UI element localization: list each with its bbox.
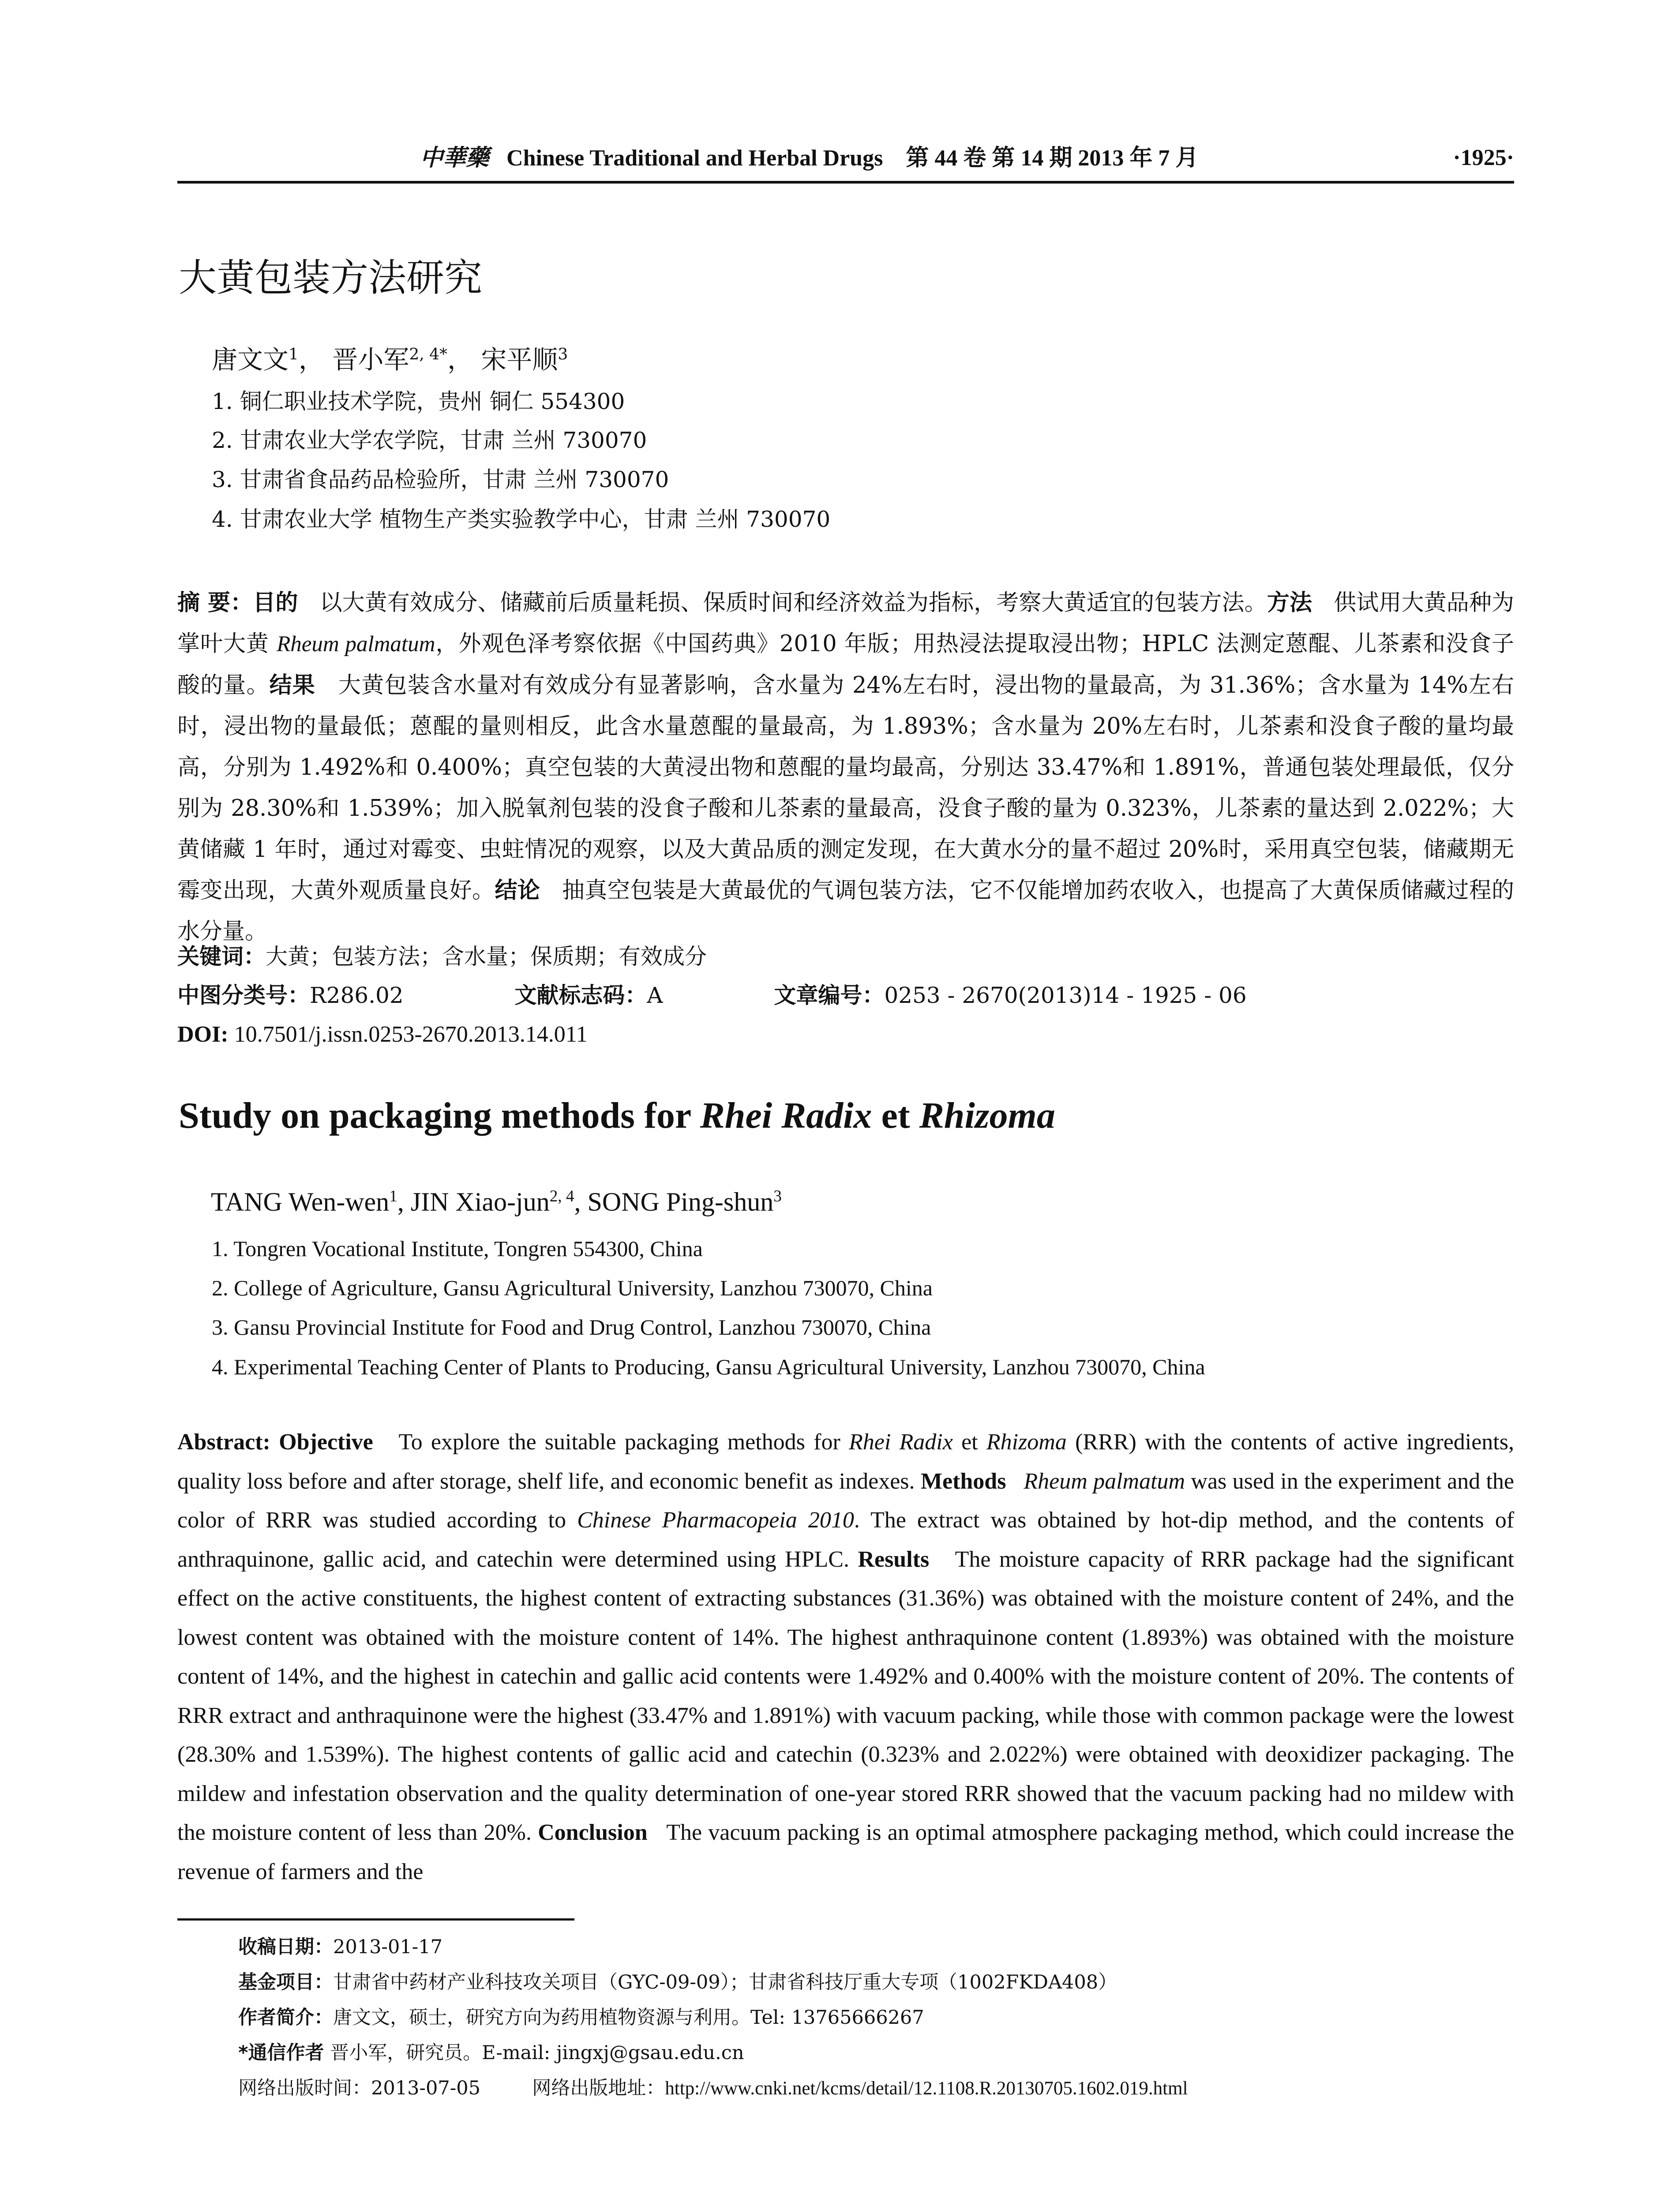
authors-en: TANG Wen-wen$^1$, JIN Xiao-jun$^{2, 4}$, SONG Ping-shun$^3$ bbox=[211, 1187, 782, 1216]
title-en-part: et bbox=[872, 1095, 919, 1136]
author-cn: 晋小军 bbox=[332, 345, 409, 375]
abstract-cn bbox=[177, 582, 1514, 952]
footnote-corresponding bbox=[238, 2041, 744, 2065]
keywords-cn bbox=[177, 943, 707, 970]
author-sup: 3 bbox=[773, 1187, 782, 1205]
affiliation-en: 4. Experimental Teaching Center of Plants to Producing, Gansu Agricultural University, Lanzhou 730070, China bbox=[212, 1354, 1205, 1379]
author-en: JIN Xiao-jun bbox=[410, 1187, 550, 1216]
footnote-fund bbox=[238, 1970, 1117, 1995]
authors-cn: 唐文文$^1$， 晋小军$^{2, 4*}$， 宋平顺$^3$ bbox=[212, 345, 568, 375]
journal-info bbox=[420, 140, 1198, 176]
results-en-label: Results bbox=[858, 1546, 930, 1572]
title-en bbox=[179, 1094, 1055, 1137]
results-text: 大黄包装含水量对有效成分有显著影响，含水量为 24%左右时，浸出物的量最高，为 31.36%；含水量为 14%左右时，浸出物的量最低；蒽醌的量则相反，此含水量蒽醌的量最高，为 1.893%；含水量为 20%左右时，儿茶素和没食子酸的量均最高，分别为 1.492%和 0.400%；真空包装的大黄浸出物和蒽醌的量均最高，分别达 33.47%和 1.891%，普通包装处理最低，仅分别为 28.30%和 1.539%；加入脱氧剂包装的没食子酸和儿茶素的量最高，没食子酸的量为 0.323%，儿茶素的量达到 2.022%；大黄储藏 1 年时，通过对霉变、虫蛀情况的观察，以及大黄品质的测定发现，在大黄水分的量不超过 20%时，采用真空包装，储藏期无霉变出现，大黄外观质量良好。 bbox=[177, 672, 1514, 904]
online-time-label: 网络出版时间： bbox=[238, 2077, 371, 2099]
objective-label: 目的 bbox=[253, 590, 298, 616]
corresponding-label: *通信作者 bbox=[238, 2042, 324, 2064]
conclusion-text: 抽真空包装是大黄最优的气调包装方法，它不仅能增加药农收入，也提高了大黄保质储藏过程的水分量。 bbox=[177, 878, 1514, 945]
affiliation-cn: 3. 甘肃省食品药品检验所，甘肃 兰州 730070 bbox=[212, 467, 669, 492]
doi-label: DOI: bbox=[177, 1022, 229, 1047]
abstract-en bbox=[177, 1423, 1514, 1891]
methods-en-text: . The extract was obtained by hot-dip method, and the contents of anthraquinone, gallic acid, and catechin were determined using HPLC. bbox=[177, 1508, 1515, 1572]
footnote-online bbox=[238, 2076, 1188, 2101]
running-header bbox=[177, 140, 1514, 184]
classification bbox=[177, 982, 1247, 1009]
methods-text: 供试用大黄品种为掌叶大黄 bbox=[177, 590, 1514, 657]
doc-code-label: 文献标志码： bbox=[514, 983, 647, 1008]
fund-label: 基金项目： bbox=[238, 1971, 333, 1993]
conclusion-en-text: The vacuum packing is an optimal atmosphere packaging method, which could increase the revenue of farmers and the bbox=[177, 1820, 1515, 1884]
online-address-label: 网络出版地址： bbox=[532, 2077, 665, 2099]
article-number-value: 0253 - 2670(2013)14 - 1925 - 06 bbox=[884, 983, 1247, 1008]
objective-en-text: (RRR) with the contents of active ingredients, quality loss before and after storage, shelf life, and economic benefit as indexes. bbox=[177, 1429, 1514, 1494]
pharmacopeia-italic: Chinese Pharmacopeia 2010 bbox=[577, 1508, 854, 1533]
clc-label: 中图分类号： bbox=[177, 983, 310, 1008]
journal-name: Chinese Traditional and Herbal Drugs 第 44 卷 第 14 期 2013 年 7 月 bbox=[506, 146, 1199, 171]
species-en-italic: Rheum palmatum bbox=[1024, 1468, 1185, 1494]
methods-label: 方法 bbox=[1267, 590, 1312, 616]
corresponding-value: 晋小军，研究员。E-mail: jingxj@gsau.edu.cn bbox=[324, 2042, 744, 2064]
affiliation-cn: 4. 甘肃农业大学 植物生产类实验教学中心，甘肃 兰州 730070 bbox=[212, 506, 831, 532]
author-bio-value: 唐文文，硕士，研究方向为药用植物资源与利用。Tel: 13765666267 bbox=[333, 2007, 924, 2029]
title-en-part: Study on packaging methods for bbox=[179, 1095, 700, 1136]
clc-value: R286.02 bbox=[310, 983, 404, 1008]
methods-en-text: was used in the experiment and the color of RRR was studied according to bbox=[177, 1468, 1514, 1533]
objective-text: 以大黄有效成分、储藏前后质量耗损、保质时间和经济效益为指标，考察大黄适宜的包装方法。 bbox=[319, 590, 1267, 616]
title-cn: 大黄包装方法研究 bbox=[179, 256, 482, 300]
online-address-link[interactable]: http://www.cnki.net/kcms/detail/12.1108.R.20130705.1602.019.html bbox=[665, 2078, 1188, 2099]
fund-value: 甘肃省中药材产业科技攻关项目（GYC-09-09）；甘肃省科技厅重大专项（1002FKDA408） bbox=[333, 1971, 1118, 1993]
author-sup: 2, 4* bbox=[409, 345, 447, 364]
et-text: et bbox=[952, 1429, 986, 1455]
author-en: SONG Ping-shun bbox=[587, 1187, 774, 1216]
received-label: 收稿日期： bbox=[238, 1936, 333, 1958]
footnote-divider bbox=[177, 1918, 574, 1921]
author-sup: 1 bbox=[389, 1187, 398, 1205]
objective-en-label: Objective bbox=[279, 1429, 373, 1455]
doi-value: 10.7501/j.issn.0253-2670.2013.14.011 bbox=[228, 1022, 588, 1047]
online-time-value: 2013-07-05 bbox=[371, 2077, 480, 2099]
keywords-value: 大黄；包装方法；含水量；保质期；有效成分 bbox=[266, 944, 707, 969]
page-number: ·1925· bbox=[1453, 145, 1514, 170]
objective-en-text: To explore the suitable packaging methods for bbox=[398, 1429, 849, 1455]
doc-code-value: A bbox=[647, 983, 663, 1008]
species-name: Rheum palmatum bbox=[277, 632, 435, 657]
footnote-received bbox=[238, 1935, 442, 1959]
author-sup: 3 bbox=[558, 345, 568, 364]
affiliation-en: 3. Gansu Provincial Institute for Food and Drug Control, Lanzhou 730070, China bbox=[212, 1315, 931, 1339]
methods-en-label: Methods bbox=[920, 1468, 1006, 1494]
article-number-label: 文章编号： bbox=[774, 983, 885, 1008]
affiliation-en: 1. Tongren Vocational Institute, Tongren 554300, China bbox=[212, 1236, 703, 1261]
footnote-author bbox=[238, 2005, 924, 2030]
results-label: 结果 bbox=[269, 672, 315, 698]
conclusion-label: 结论 bbox=[495, 878, 540, 904]
rrr-italic: Rhei Radix bbox=[849, 1429, 953, 1455]
affiliation-cn: 2. 甘肃农业大学农学院，甘肃 兰州 730070 bbox=[212, 428, 647, 453]
title-en-italic: Rhizoma bbox=[919, 1095, 1055, 1136]
abstract-en-label: Abstract: bbox=[177, 1429, 270, 1455]
abstract-label: 摘 要： bbox=[177, 590, 253, 616]
author-bio-label: 作者简介： bbox=[238, 2007, 333, 2029]
author-cn: 唐文文 bbox=[212, 345, 289, 375]
keywords-label: 关键词： bbox=[177, 944, 266, 969]
results-en-text: The moisture capacity of RRR package had the significant effect on the active constituents, the highest content of extracting substances (31.36%) was obtained with the moisture content of 24%, and the lowest content was obtained with the moisture content of 14%. The highest anthraquinone content (1.893%) was obtained with the moisture content of 14%, and the highest in catechin and gallic acid contents were 1.492% and 0.400% with the moisture content of 20%. The contents of RRR extract and anthraquinone were the highest (33.47% and 1.891%) with vacuum packing, while those with common package were the lowest (28.30% and 1.539%). The highest contents of gallic acid and catechin (0.323% and 2.022%) were obtained with deoxidizer packaging. The mildew and infestation observation and the quality determination of one-year stored RRR showed that the vacuum packing had no mildew with the moisture content of less than 20%. bbox=[177, 1546, 1515, 1845]
conclusion-en-label: Conclusion bbox=[538, 1820, 648, 1845]
affiliation-cn: 1. 铜仁职业技术学院，贵州 铜仁 554300 bbox=[212, 389, 625, 414]
affiliation-en: 2. College of Agriculture, Gansu Agricultural University, Lanzhou 730070, China bbox=[212, 1276, 933, 1300]
author-cn: 宋平顺 bbox=[481, 345, 558, 375]
author-sup: 1 bbox=[289, 345, 299, 364]
doi bbox=[177, 1021, 588, 1048]
methods-text: ，外观色泽考察依据《中国药典》2010 年版；用热浸法提取浸出物；HPLC 法测定蒽醌、儿茶素和没食子酸的量。 bbox=[177, 631, 1514, 698]
author-sup: 2, 4 bbox=[549, 1187, 574, 1205]
journal-logo: 中華藥 bbox=[420, 145, 489, 171]
author-en: TANG Wen-wen bbox=[211, 1187, 390, 1216]
received-value: 2013-01-17 bbox=[333, 1936, 442, 1958]
rrr-italic: Rhizoma bbox=[986, 1429, 1067, 1455]
title-en-italic: Rhei Radix bbox=[700, 1095, 872, 1136]
